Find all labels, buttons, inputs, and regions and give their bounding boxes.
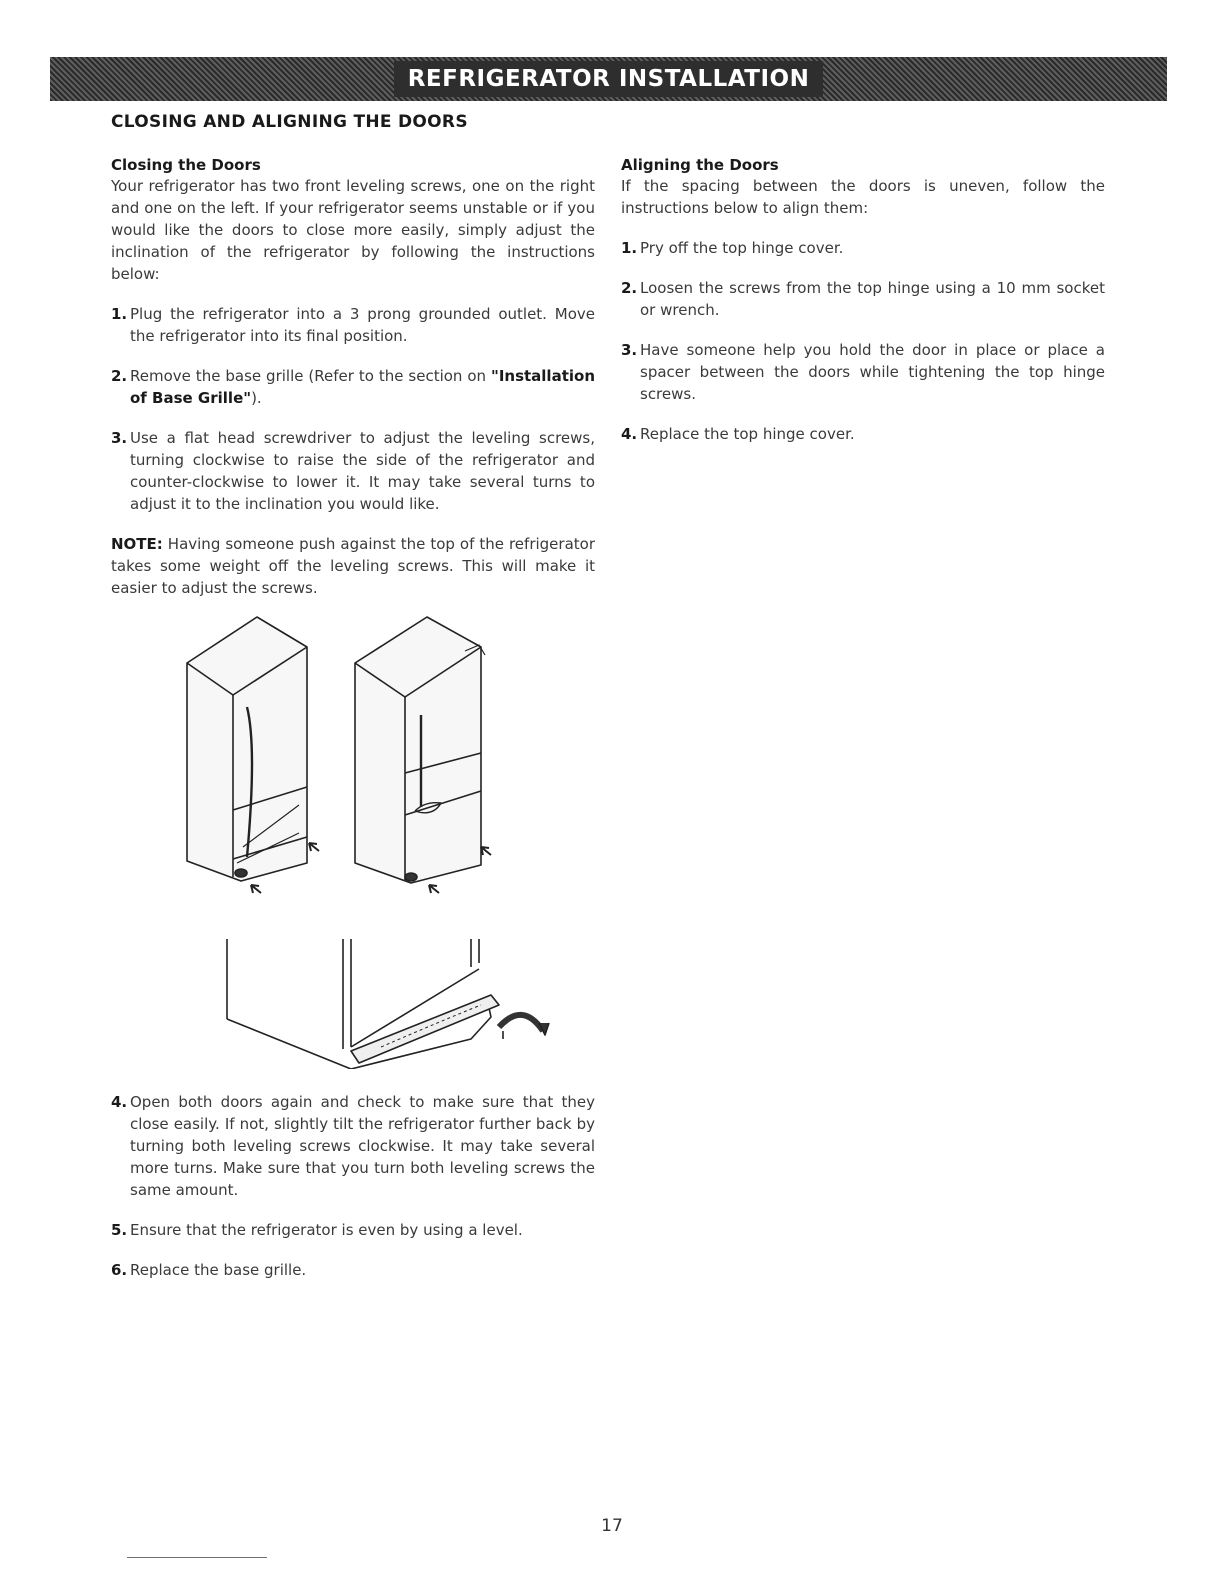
step-number: 1. (111, 305, 128, 323)
section-banner (50, 57, 1167, 101)
step-text-lead: Remove the base grille (Refer to the section on (130, 367, 491, 385)
aligning-doors-intro: If the spacing between the doors is uneven, follow the instructions below to align them: (621, 177, 1105, 217)
closing-doors-intro: Your refrigerator has two front leveling screws, one on the right and one on the left. If your refrigerator seems unstable or if you would like the doors to close more easily, simply adjust the inclination of the refrigerator by following the instructions below: (111, 177, 595, 283)
banner-title: REFRIGERATOR INSTALLATION (394, 61, 824, 97)
step-number: 4. (111, 1093, 128, 1111)
note-label: NOTE: (111, 535, 163, 553)
aligning-step-2 (621, 277, 1105, 321)
step-number: 1. (621, 239, 638, 257)
step-text: Have someone help you hold the door in place or place a spacer between the doors while tightening the top hinge screws. (640, 341, 1105, 403)
step-text: Pry off the top hinge cover. (640, 239, 844, 257)
closing-doors-column (111, 155, 595, 1281)
note (111, 533, 595, 599)
step-text: Plug the refrigerator into a 3 prong grounded outlet. Move the refrigerator into its final position. (130, 305, 595, 345)
step-text: Replace the top hinge cover. (640, 425, 855, 443)
closing-step-4 (111, 1091, 595, 1201)
closing-step-2 (111, 365, 595, 409)
aligning-step-3 (621, 339, 1105, 405)
step-text: Use a flat head screwdriver to adjust the leveling screws, turning clockwise to raise the side of the refrigerator and counter-clockwise to lower it. It may take several turns to adjust it to the inclination you would like. (130, 429, 595, 513)
step-number: 2. (621, 279, 638, 297)
closing-step-5 (111, 1219, 595, 1241)
refrigerator-leveling-illustration-icon (111, 615, 595, 905)
step-text: Open both doors again and check to make sure that they close easily. If not, slightly tilt the refrigerator further back by turning both leveling screws clockwise. It may take several more turns. Make sure that you turn both leveling screws the same amount. (130, 1093, 595, 1199)
step-text (130, 365, 595, 409)
step-number: 3. (621, 341, 638, 359)
aligning-step-1 (621, 237, 1105, 259)
page-number: 17 (601, 1516, 623, 1536)
closing-step-3 (111, 427, 595, 515)
footer-divider (127, 1557, 267, 1558)
aligning-doors-column (621, 155, 1105, 445)
closing-step-6 (111, 1259, 595, 1281)
step-text: Loosen the screws from the top hinge using a 10 mm socket or wrench. (640, 279, 1105, 319)
closing-doors-heading: Closing the Doors (111, 156, 261, 174)
step-number: 5. (111, 1221, 128, 1239)
leveling-screw-rotation-illustration-icon (111, 939, 595, 1069)
step-number: 3. (111, 429, 128, 447)
aligning-doors-heading: Aligning the Doors (621, 156, 779, 174)
section-heading: CLOSING AND ALIGNING THE DOORS (111, 112, 468, 132)
step-text: Ensure that the refrigerator is even by using a level. (130, 1221, 523, 1239)
note-text: Having someone push against the top of the refrigerator takes some weight off the leveling screws. This will make it easier to adjust the screws. (111, 535, 595, 597)
closing-step-1 (111, 303, 595, 347)
step-number: 4. (621, 425, 638, 443)
step-number: 6. (111, 1261, 128, 1279)
step-text: Replace the base grille. (130, 1261, 307, 1279)
base-grille-reference: "Installation of Base Grille" (130, 367, 595, 407)
aligning-step-4 (621, 423, 1105, 445)
step-text-tail: ). (251, 389, 262, 407)
step-number: 2. (111, 367, 128, 385)
